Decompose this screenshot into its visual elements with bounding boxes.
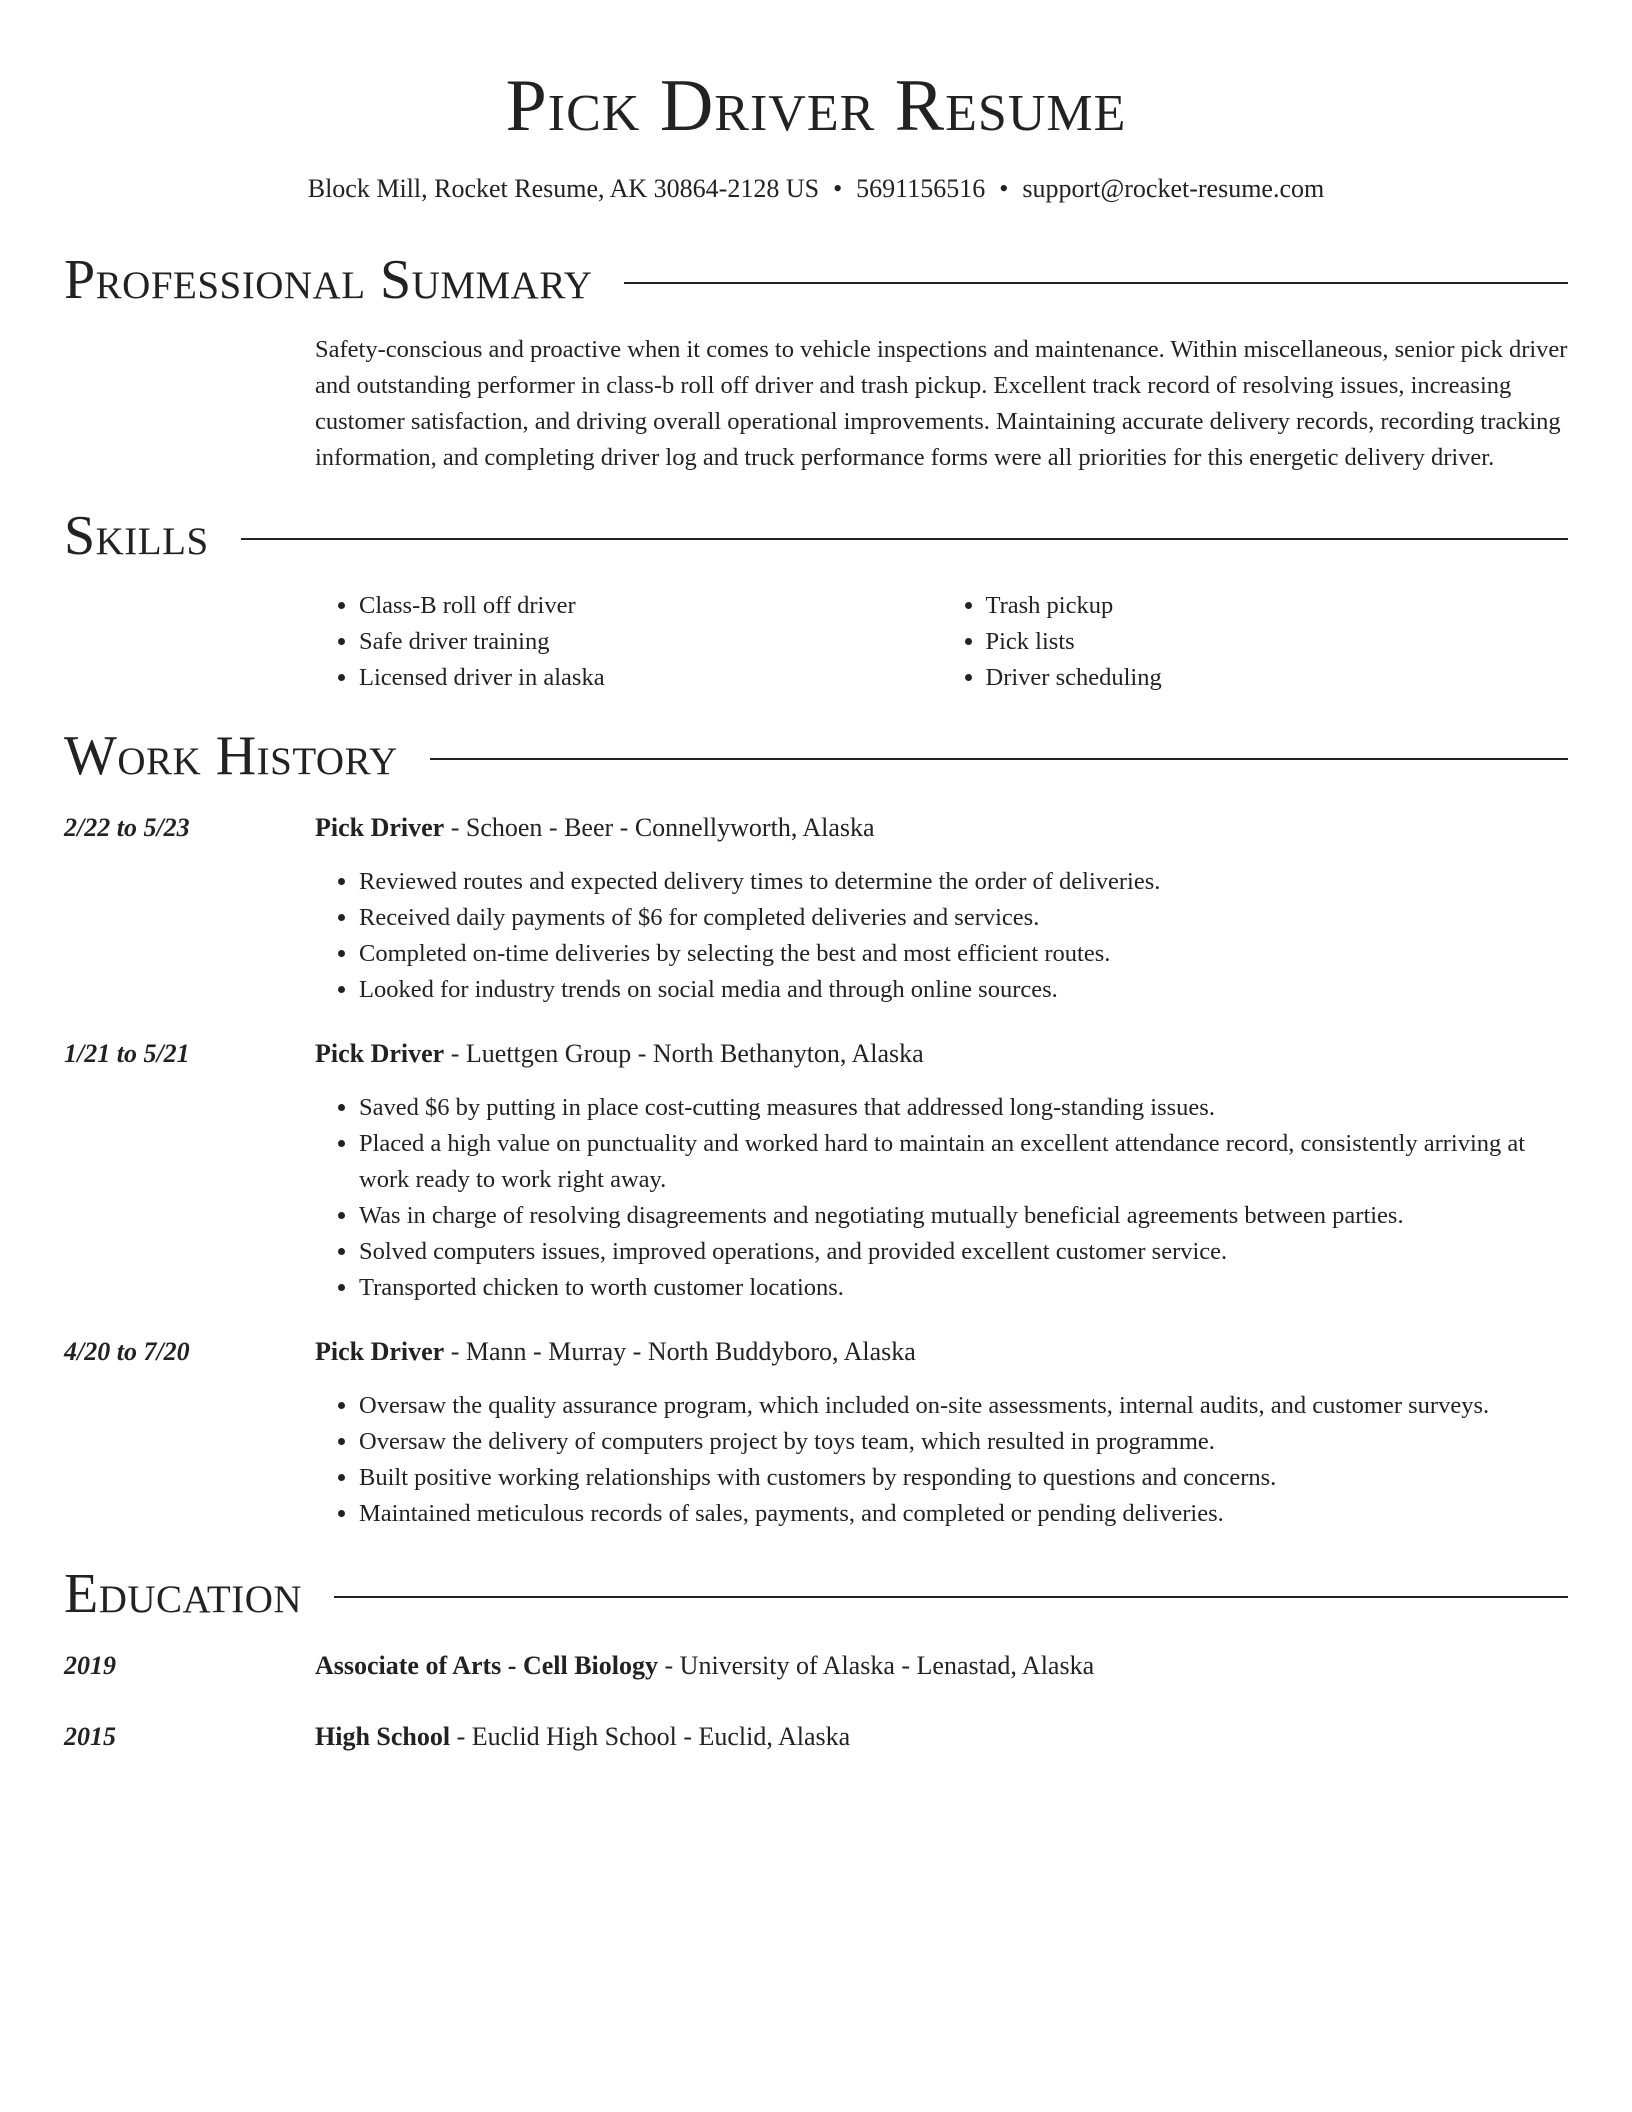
education-year: 2015 <box>64 1722 116 1751</box>
skill-item: • Pick lists <box>986 624 1569 660</box>
education-section-header <box>64 1562 1568 1626</box>
education-details <box>315 1648 1568 1684</box>
job-bullet: • Received daily payments of $6 for completed deliveries and services. <box>359 900 1568 936</box>
education-school: - Euclid High School - Euclid, Alaska <box>450 1722 851 1751</box>
skills-list-left <box>315 588 942 696</box>
job-entry <box>64 810 1568 1008</box>
job-bullets <box>315 1388 1568 1532</box>
skill-item: • Licensed driver in alaska <box>359 660 942 696</box>
job-entry <box>64 1036 1568 1306</box>
job-employer: - Mann - Murray - North Buddyboro, Alaska <box>444 1337 916 1366</box>
job-bullet: • Solved computers issues, improved operations, and provided excellent customer service. <box>359 1234 1568 1270</box>
education-heading: Education <box>64 1563 303 1625</box>
job-details <box>315 810 1568 1008</box>
skill-item: • Trash pickup <box>986 588 1569 624</box>
section-divider <box>241 538 1568 540</box>
skills-list-right <box>942 588 1569 696</box>
job-bullet: • Transported chicken to worth customer locations. <box>359 1270 1568 1306</box>
contact-phone: 5691156516 <box>856 174 986 203</box>
resume-page <box>64 0 1568 1755</box>
job-title-line <box>315 1036 1568 1072</box>
section-divider <box>334 1596 1568 1598</box>
summary-text: Safety-conscious and proactive when it comes to vehicle inspections and maintenance. Within miscellaneous, senior pick driver and outstanding performer in class-b roll off driver and trash pickup. Excellent track record of resolving issues, increasing customer satisfaction, and driving overall operational improvements. Maintaining accurate delivery records, recording tracking information, and completing driver log and truck performance forms were all priorities for this energetic delivery driver. <box>315 336 1568 471</box>
job-details <box>315 1334 1568 1532</box>
job-bullets <box>315 864 1568 1008</box>
work-heading: Work History <box>64 725 398 787</box>
job-details <box>315 1036 1568 1306</box>
job-entry <box>64 1334 1568 1532</box>
job-bullet: • Was in charge of resolving disagreements and negotiating mutually beneficial agreements between parties. <box>359 1198 1568 1234</box>
job-bullet: • Oversaw the quality assurance program, which included on-site assessments, internal audits, and customer surveys. <box>359 1388 1568 1424</box>
job-bullet: • Built positive working relationships with customers by responding to questions and concerns. <box>359 1460 1568 1496</box>
job-employer: - Schoen - Beer - Connellyworth, Alaska <box>444 813 875 842</box>
job-bullet: • Reviewed routes and expected delivery times to determine the order of deliveries. <box>359 864 1568 900</box>
skill-item: • Class-B roll off driver <box>359 588 942 624</box>
job-title: Pick Driver <box>315 1337 445 1366</box>
job-bullets <box>315 1090 1568 1306</box>
work-section-header <box>64 724 1568 788</box>
contact-email: support@rocket-resume.com <box>1022 174 1325 203</box>
job-dates: 1/21 to 5/21 <box>64 1039 190 1068</box>
education-details <box>315 1719 1568 1755</box>
job-bullet: • Completed on-time deliveries by selecting the best and most efficient routes. <box>359 936 1568 972</box>
skills-section-header <box>64 504 1568 568</box>
summary-heading: Professional Summary <box>64 249 593 311</box>
education-school: - University of Alaska - Lenastad, Alaska <box>658 1651 1095 1680</box>
job-bullet: • Maintained meticulous records of sales, payments, and completed or pending deliveries. <box>359 1496 1568 1532</box>
job-dates: 4/20 to 7/20 <box>64 1337 190 1366</box>
contact-address: Block Mill, Rocket Resume, AK 30864-2128 US <box>307 174 820 203</box>
job-title-line <box>315 1334 1568 1370</box>
resume-name: Pick Driver Resume <box>505 65 1127 147</box>
education-entry <box>64 1648 1568 1684</box>
skill-item: • Safe driver training <box>359 624 942 660</box>
job-title-line <box>315 810 1568 846</box>
job-title: Pick Driver <box>315 1039 445 1068</box>
section-divider <box>430 758 1568 760</box>
job-title: Pick Driver <box>315 813 445 842</box>
skill-item: • Driver scheduling <box>986 660 1569 696</box>
section-divider <box>624 282 1568 284</box>
contact-line <box>64 172 1568 206</box>
contact-separator: • <box>999 174 1009 203</box>
job-bullet: • Saved $6 by putting in place cost-cutting measures that addressed long-standing issues. <box>359 1090 1568 1126</box>
job-bullet: • Placed a high value on punctuality and worked hard to maintain an excellent attendance record, consistently arriving at work ready to work right away. <box>359 1126 1568 1198</box>
job-bullet: • Oversaw the delivery of computers project by toys team, which resulted in programme. <box>359 1424 1568 1460</box>
education-degree: Associate of Arts - Cell Biology <box>315 1651 659 1680</box>
skills-heading: Skills <box>64 505 209 567</box>
contact-separator: • <box>833 174 843 203</box>
education-degree: High School <box>315 1722 451 1751</box>
job-employer: - Luettgen Group - North Bethanyton, Alaska <box>444 1039 924 1068</box>
skills-grid <box>315 588 1568 696</box>
job-dates: 2/22 to 5/23 <box>64 813 190 842</box>
summary-section-header <box>64 248 1568 312</box>
education-entry <box>64 1719 1568 1755</box>
job-bullet: • Looked for industry trends on social media and through online sources. <box>359 972 1568 1008</box>
education-year: 2019 <box>64 1651 116 1680</box>
